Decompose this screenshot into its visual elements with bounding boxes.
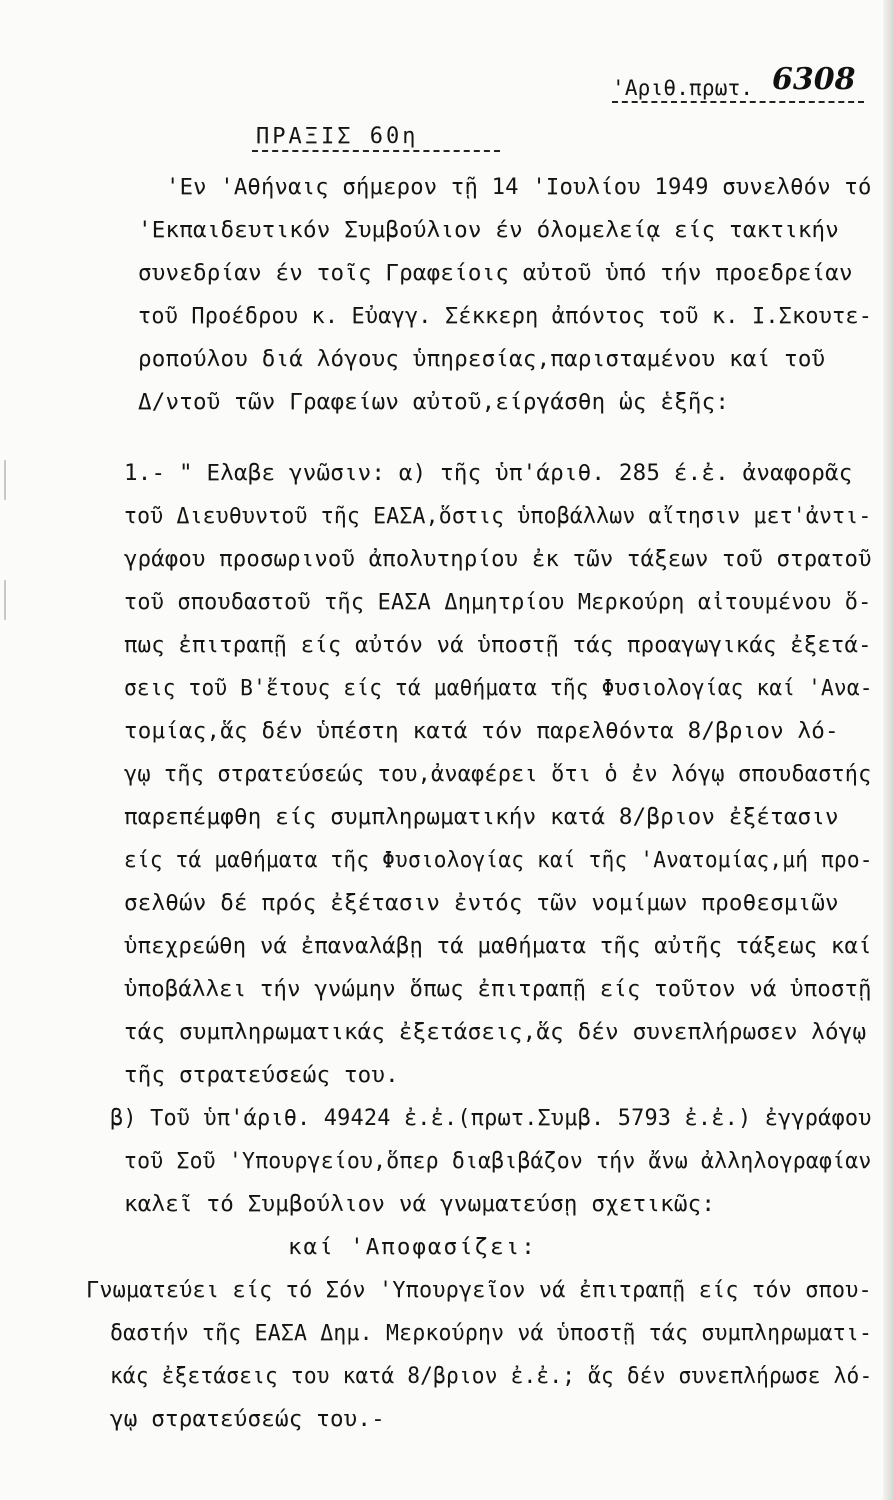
text-line: δαστήν τῆς ΕΑΣΑ Δημ. Μερκούρην νά ὑποστῇ τάς συμπληρωματι- [110, 1320, 873, 1346]
text-line: 1.- " Ελαβε γνῶσιν: α) τῆς ὑπ'άριθ. 285 έ.ἐ. ἀναφορᾶς [124, 460, 853, 486]
document-title: ΠΡΑΞΙΣ 60η [256, 124, 419, 149]
text-line: ὑποβάλλει τήν γνώμην ὅπως ἐπιτραπῇ είς τοῦτον νά ὑποστῇ [124, 976, 872, 1002]
binding-mark [4, 460, 14, 500]
protocol-number: 6308 [772, 62, 856, 97]
text-line: τοῦ Προέδρου κ. Εὐαγγ. Σέκκερη ἀπόντος τοῦ κ. Ι.Σκουτε- [138, 303, 873, 329]
text-line: τοῦ Σοῦ 'Υπουργείου,ὅπερ διαβιβάζον τήν ἄνω ἀλληλογραφίαν [124, 1148, 872, 1174]
protocol-underline [612, 101, 864, 103]
text-line: τῆς στρατεύσεώς του. [124, 1062, 399, 1088]
text-line: καλεῖ τό Συμβούλιον νά γνωματεύσῃ σχετικῶς: [124, 1191, 716, 1217]
text-line: τοῦ Διευθυντοῦ τῆς ΕΑΣΑ,ὅστις ὑποβάλλων αἴτησιν μετ'ἀντι- [124, 503, 872, 529]
text-line: κάς ἐξετάσεις του κατά 8/βριον ἐ.ἐ.; ἅς δέν συνεπλήρωσε λό- [110, 1363, 873, 1389]
text-line: πως ἐπιτραπῇ είς αὐτόν νά ὑποστῇ τάς προαγωγικάς ἐξετά- [124, 632, 872, 658]
text-line: τοῦ σπουδαστοῦ τῆς ΕΑΣΑ Δημητρίου Μερκούρη αἰτουμένου ὅ- [124, 589, 872, 615]
text-line: γῳ τῆς στρατεύσεώς του,ἀναφέρει ὅτι ὁ ἐν λόγῳ σπουδαστής [124, 761, 872, 787]
binding-mark [4, 580, 14, 620]
page-edge-shadow [883, 0, 893, 1500]
text-line: 'Εν 'Αθήναις σήμερον τῇ 14 'Ιουλίου 1949 συνελθόν τό [166, 174, 872, 200]
title-underline [252, 150, 500, 152]
text-line: 'Εκπαιδευτικόν Συμβούλιον έν όλομελείᾳ είς τακτικήν [138, 217, 840, 243]
text-line: Δ/ντοῦ τῶν Γραφείων αὐτοῦ,είργάσθη ὡς ἑξῆς: [138, 389, 730, 415]
text-line: Γνωματεύει είς τό Σόν 'Υπουργεῖον νά ἐπιτραπῇ είς τόν σπου- [86, 1277, 872, 1303]
text-line: γράφου προσωρινοῦ ἀπολυτηρίου ἐκ τῶν τάξεων τοῦ στρατοῦ [124, 546, 872, 572]
text-line: β) Τοῦ ὑπ'άριθ. 49424 ἐ.ἐ.(πρωτ.Συμβ. 5793 ἐ.ἐ.) ἐγγράφου [110, 1105, 872, 1131]
text-line: σελθών δέ πρός ἐξέτασιν ἐντός τῶν νομίμων προθεσμιῶν [124, 890, 839, 916]
text-line: σεις τοῦ Β'ἔτους είς τά μαθήματα τῆς Φυσιολογίας καί 'Ανα- [124, 675, 873, 701]
text-line: γῳ στρατεύσεώς του.- [110, 1406, 385, 1432]
text-line: παρεπέμφθη είς συμπληρωματικήν κατά 8/βριον ἐξέτασιν [124, 804, 839, 830]
text-line: ὑπεχρεώθη νά ἐπαναλάβῃ τά μαθήματα τῆς αὐτῆς τάξεως καί [124, 933, 872, 959]
text-line: τάς συμπληρωματικάς ἐξετάσεις,ἅς δέν συνεπλήρωσεν λόγῳ [124, 1019, 867, 1045]
protocol-label: 'Αριθ.πρωτ. [612, 76, 754, 100]
text-line: συνεδρίαν έν τοῖς Γραφείοις αὐτοῦ ὑπό τήν προεδρείαν [138, 260, 853, 286]
text-line: είς τά μαθήματα τῆς Φυσιολογίας καί τῆς 'Ανατομίας,μή προ- [124, 847, 873, 873]
text-line: ροπούλου διά λόγους ὑπηρεσίας,παρισταμένου καί τοῦ [138, 346, 826, 372]
text-line: τομίας,ἅς δέν ὑπέστη κατά τόν παρελθόντα 8/βριον λό- [124, 718, 839, 744]
decision-heading: καί 'Αποφασίζει: [288, 1234, 537, 1260]
